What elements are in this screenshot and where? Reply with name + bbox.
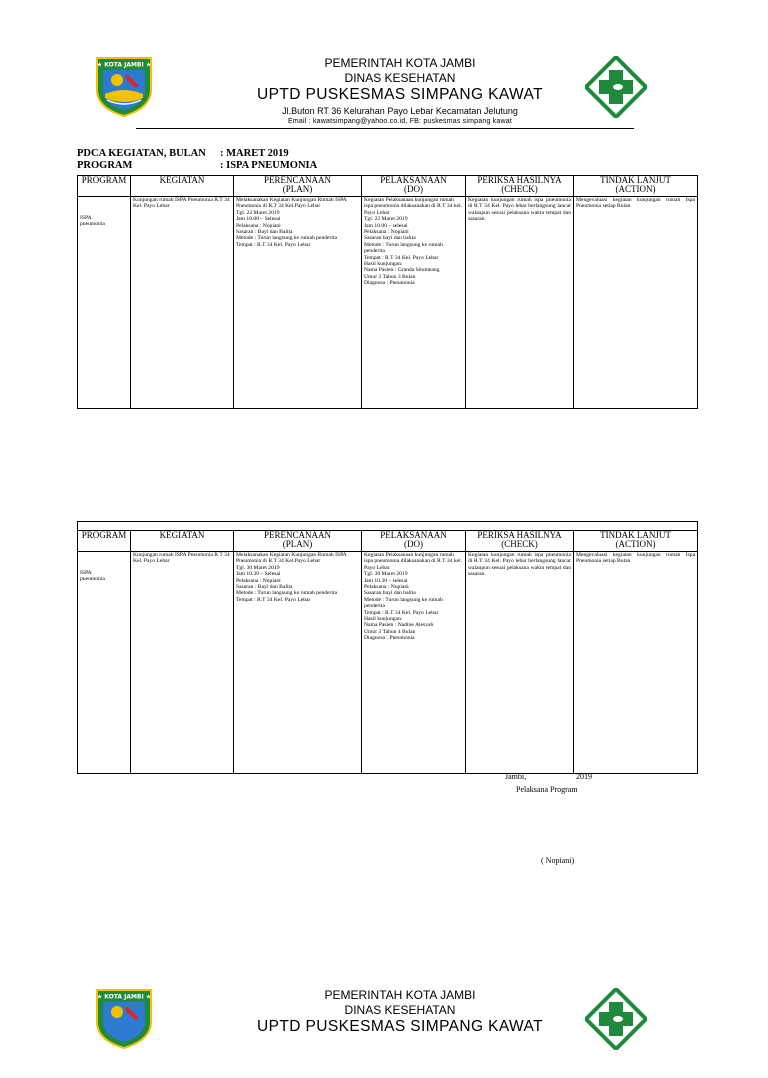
- svg-text:★ KOTA JAMBI ★: ★ KOTA JAMBI ★: [96, 61, 152, 69]
- header-action: TINDAK LANJUT (ACTION): [574, 176, 698, 197]
- header-action: TINDAK LANJUT (ACTION): [574, 531, 698, 552]
- cell-do: Kegiatan Pelaksanaan kunjungan rumah ispa pneumonia dilaksanakan di R.T 34 kel. Payo Lebar Tgl. 30 Maret 2019 Jam 10.30 – selesai Pelaksana : Nopiani Sasaran bayi dan balita Metode : Turun langsung ke rumah penderita Tempat : R.T 34 Kel. Payo Lebar Hasil kunjungan: Nama Pasien : Nadine Alesyah Umur 3 Tahun 4 Bulan Diagnosa : Pneumonia: [362, 552, 466, 774]
- kota-jambi-emblem-icon: [93, 988, 155, 1050]
- letterhead: [0, 56, 768, 146]
- table-row: [78, 197, 698, 409]
- puskesmas-logo-icon: [585, 988, 647, 1050]
- header-plan: PERENCANAAN (PLAN): [234, 176, 362, 197]
- header-check: PERIKSA HASILNYA (CHECK): [466, 531, 574, 552]
- label-program: PROGRAM: [77, 160, 133, 171]
- signature-place: Jambi,: [505, 772, 527, 781]
- letterhead-line1: PEMERINTAH KOTA JAMBI: [324, 56, 476, 70]
- cell-kegiatan: Kunjungan rumah ISPA Pneumonia R.T 34 Kel. Payo Lebar: [131, 552, 234, 774]
- document-header: [77, 148, 317, 172]
- cell-action: Mengevaluasi kegiatan kunjungan rumah Ispa Pneumonia setiap Bulan: [574, 197, 698, 409]
- table-row: [78, 552, 698, 774]
- header-program: PROGRAM: [78, 176, 131, 197]
- cell-plan: Melaksanakan Kegiatan Kunjungan Rumah ISPA Pneumonia di R.T 34 Kel.Payo Lebar Tgl. 30 Maret 2019 Jam 10.30 – Selesai Pelaksana : Nopiani Sasaran : Bayi dan Balita Metode : Turun langsung ke rumah penderita Tempat : R.T 34 Kel. Payo Lebar: [234, 552, 362, 774]
- cell-check: Kegiatan kunjungan rumah ispa pneumonia di R.T 34 Kel. Payo lebar berlangsung lancar walaupun sesuai pelaksana waktu tempat dan sasaran.: [466, 197, 574, 409]
- puskesmas-logo-icon: [585, 56, 647, 118]
- cell-program: ISPA pneumonia: [78, 197, 131, 409]
- cell-check: Kegiatan kunjungan rumah ispa pneumonia di R.T 34 Kel. Payo lebar berlangsung lancar walaupun sesuai pelaksana waktu tempat dan sasaran.: [466, 552, 574, 774]
- table-header-row: [78, 176, 698, 197]
- letterhead-line2: DINAS KESEHATAN: [344, 1003, 456, 1017]
- header-kegiatan: KEGIATAN: [131, 176, 234, 197]
- header-check: PERIKSA HASILNYA (CHECK): [466, 176, 574, 197]
- letterhead-line2: DINAS KESEHATAN: [344, 71, 456, 85]
- letterhead-divider: [136, 128, 634, 129]
- header-do: PELAKSANAAN (DO): [362, 531, 466, 552]
- value-program: : ISPA PNEUMONIA: [220, 160, 318, 171]
- pdca-table-1: [77, 175, 698, 409]
- letterhead-line1: PEMERINTAH KOTA JAMBI: [324, 988, 476, 1002]
- cell-program: ISPA pneumonia: [78, 552, 131, 774]
- letterhead-email: Email : kawatsimpang@yahoo.co.id, FB: puskesmas simpang kawat: [288, 118, 512, 125]
- letterhead-title: UPTD PUSKESMAS SIMPANG KAWAT: [257, 86, 543, 103]
- header-kegiatan: KEGIATAN: [131, 531, 234, 552]
- header-program: PROGRAM: [78, 531, 131, 552]
- letterhead-next-page: [0, 988, 768, 1078]
- value-period: : MARET 2019: [220, 148, 289, 159]
- label-period: PDCA KEGIATAN, BULAN: [77, 148, 206, 159]
- cell-action: Mengevaluasi kegiatan kunjungan rumah Ispa Pneumonia setiap Bulan: [574, 552, 698, 774]
- table-header-row: [78, 531, 698, 552]
- kota-jambi-emblem-icon: [93, 56, 155, 118]
- letterhead-title: UPTD PUSKESMAS SIMPANG KAWAT: [257, 1018, 543, 1035]
- svg-text:★ KOTA JAMBI ★: ★ KOTA JAMBI ★: [96, 993, 152, 1001]
- pdca-table-2: [77, 521, 698, 774]
- header-do: PELAKSANAAN (DO): [362, 176, 466, 197]
- cell-do: Kegiatan Pelaksanaan kunjungan rumah ispa pneumonia dilaksanakan di R.T 34 kel. Payo Lebar Tgl. 22 Maret 2019 Jam 10.00 – selesai Pelaksana : Nopiani Sasaran bayi dan balita Metode : Turun langsung ke rumah penderita Tempat : R.T 34 Kel. Payo Lebar Hasil kunjungan: Nama Pasien : Granda Situmeang Umur 3 Tahun 3 Bulan Diagnosa : Pneumonia: [362, 197, 466, 409]
- header-plan: PERENCANAAN (PLAN): [234, 531, 362, 552]
- signature-name: ( Nopiani): [541, 856, 575, 865]
- cell-plan: Melaksanakan Kegiatan Kunjungan Rumah ISPA Pneumonia di R.T 34 Kel.Payo Lebar Tgl. 22 Maret 2019 Jam 10.00 – Selesai Pelaksana : Nopiani Sasaran : Bayi dan Balita Metode : Turun langsung ke rumah penderita Tempat : R.T 34 Kel. Payo Lebar: [234, 197, 362, 409]
- letterhead-address: Jl.Buton RT 36 Kelurahan Payo Lebar Kecamatan Jelutung: [282, 106, 518, 116]
- cell-kegiatan: Kunjungan rumah ISPA Pneumonia R.T 34 Kel. Payo Lebar: [131, 197, 234, 409]
- signature-role: Pelaksana Program: [516, 785, 578, 794]
- signature-year: 2019: [576, 772, 592, 781]
